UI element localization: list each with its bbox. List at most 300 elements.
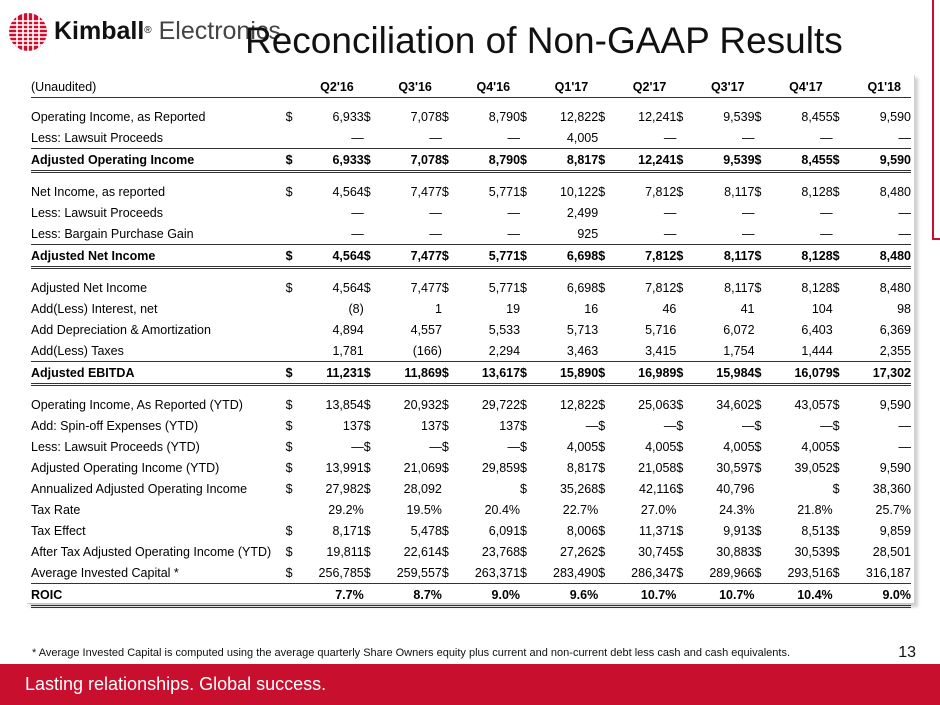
cell-value: 9,859 [879,523,911,538]
table-row [31,298,911,319]
cell-value: 8,455 [801,109,833,124]
currency-symbol: $ [832,418,840,433]
cell-value: — [742,205,755,220]
currency-symbol [364,202,376,223]
currency-symbol [286,340,298,362]
currency-symbol: $ [441,544,449,559]
row-label: Add(Less) Taxes [31,343,124,358]
row-label: Less: Lawsuit Proceeds (YTD) [31,439,200,454]
currency-symbol [676,584,688,607]
cell-value: 11,371 [639,523,677,538]
currency-symbol: $ [441,460,449,475]
cell-value: 7,078 [410,109,442,124]
cell-value: 21.8% [797,502,833,517]
row-label: Less: Bargain Purchase Gain [31,226,194,241]
currency-symbol: $ [363,460,371,475]
currency-symbol: $ [520,184,527,199]
currency-symbol: $ [285,523,293,538]
cell-value: 8,117 [724,184,755,199]
cell-value: 46 [662,301,677,316]
currency-symbol: $ [441,184,449,199]
currency-symbol [364,319,376,340]
table-row [31,202,911,223]
cell-value: 8,480 [879,184,911,199]
currency-symbol: $ [754,523,762,538]
row-label: After Tax Adjusted Operating Income (YTD) [31,544,272,559]
currency-symbol: $ [598,109,606,124]
currency-symbol [286,223,298,245]
currency-symbol [598,298,610,319]
table-total-row [31,362,911,385]
cell-value: 6,698 [566,280,599,295]
cell-value: 5,713 [566,322,599,337]
row-label: Add(Less) Interest, net [31,301,158,316]
currency-symbol: $ [598,460,606,475]
currency-symbol: $ [754,544,762,559]
cell-value: 7.7% [298,584,364,607]
row-label: Adjusted Net Income [31,245,286,268]
table-row [31,127,911,149]
currency-symbol [598,127,610,149]
currency-symbol: $ [754,418,762,433]
currency-symbol: $ [754,184,762,199]
currency-symbol: $ [441,439,449,454]
currency-symbol [676,202,688,223]
row-label: Less: Lawsuit Proceeds [31,205,164,220]
currency-symbol: $ [754,460,762,475]
currency-symbol [286,584,298,607]
cell-value: 9,539 [723,109,755,124]
cell-value: 137 [421,418,442,433]
cell-value: 5,478 [410,523,442,538]
currency-symbol [755,319,767,340]
cell-value: 4,005 [566,130,599,145]
cell-value: 8,117 [724,280,755,295]
currency-symbol: $ [363,397,371,412]
cell-value: 42,116 [639,481,677,496]
currency-symbol: $ [754,565,762,580]
currency-symbol: $ [520,418,527,433]
currency-symbol: $ [441,418,449,433]
currency-symbol: $ [364,362,376,385]
cell-value: 7,812 [610,245,676,268]
cell-value: 25.7% [875,502,911,517]
currency-symbol: $ [520,544,527,559]
column-header-period: Q2'17 [598,77,676,98]
currency-symbol [833,584,845,607]
currency-symbol [598,202,610,223]
currency-symbol: $ [520,109,527,124]
currency-symbol [520,319,532,340]
footer-tagline: Lasting relationships. Global success. [25,674,327,694]
cell-value: 21,058 [638,460,677,475]
cell-value: — [507,439,521,454]
cell-value: — [351,205,364,220]
cell-value: — [507,226,521,241]
cell-value: — [820,205,833,220]
currency-symbol [676,340,688,362]
currency-symbol [364,340,376,362]
currency-symbol: $ [598,184,606,199]
currency-symbol: $ [363,418,371,433]
row-label: Tax Rate [31,502,81,517]
cell-value: — [663,226,677,241]
section-spacer [31,98,911,107]
cell-value: 5,771 [488,280,521,295]
currency-symbol [676,319,688,340]
cell-value: 3,463 [566,343,599,358]
cell-value: 13,991 [325,460,364,475]
currency-symbol: $ [520,245,532,268]
cell-value: 9.6% [532,584,598,607]
currency-symbol: $ [832,184,840,199]
cell-value: 9.0% [454,584,520,607]
cell-value: 7,812 [645,280,677,295]
currency-symbol: $ [363,523,371,538]
cell-value: 8,171 [332,523,364,538]
cell-value: 2,499 [566,205,599,220]
currency-symbol [364,127,376,149]
table-row [31,499,911,520]
cell-value: 8.7% [376,584,442,607]
cell-value: 30,539 [794,544,833,559]
cell-value: 11,231 [298,362,364,385]
cell-value: 4,005 [566,439,599,454]
cell-value: 8,128 [801,280,833,295]
section-spacer [31,385,911,395]
cell-value: 9.0% [845,584,911,607]
currency-symbol: $ [832,439,840,454]
currency-symbol [755,478,767,499]
currency-symbol [442,499,454,520]
currency-symbol [833,202,845,223]
column-header-period: Q4'16 [442,77,520,98]
currency-symbol: $ [441,280,449,295]
cell-value: 23,768 [481,544,521,559]
currency-symbol: $ [285,109,293,124]
currency-symbol [286,499,298,520]
currency-symbol: $ [598,481,606,496]
cell-value: 4,005 [801,439,833,454]
currency-symbol [442,319,454,340]
row-label: Tax Effect [31,523,86,538]
currency-symbol: $ [832,460,840,475]
cell-value: 15,890 [532,362,598,385]
cell-value: 35,268 [559,481,599,496]
currency-symbol [442,202,454,223]
currency-symbol: $ [285,544,293,559]
cell-value [767,478,833,499]
table-row [31,394,911,415]
cell-value: 28,501 [872,544,911,559]
reconciliation-table [31,77,911,608]
cell-value: — [820,226,833,241]
currency-symbol: $ [441,565,449,580]
currency-symbol: $ [285,280,293,295]
currency-symbol: $ [285,439,293,454]
cell-value: — [429,205,442,220]
currency-symbol: $ [676,184,684,199]
cell-value: 10.7% [688,584,754,607]
cell-value: 8,480 [879,280,911,295]
cell-value: 4,005 [645,439,677,454]
cell-value: 29,859 [481,460,521,475]
cell-value: 4,557 [410,322,442,337]
currency-symbol: $ [754,439,762,454]
cell-value: 8,128 [767,245,833,268]
currency-symbol: $ [676,418,684,433]
cell-value: 12,822 [559,397,599,412]
column-header-period: Q4'17 [755,77,833,98]
table-body [31,77,911,607]
currency-symbol: $ [285,184,293,199]
cell-value: 13,617 [454,362,520,385]
currency-symbol: $ [676,109,684,124]
currency-symbol: $ [832,565,840,580]
table-row [31,415,911,436]
currency-symbol [364,298,376,319]
currency-symbol [286,202,298,223]
currency-symbol [520,298,532,319]
row-label: Adjusted Operating Income [31,149,286,172]
currency-symbol: $ [676,460,684,475]
kimball-logo-icon [8,12,48,52]
currency-symbol: $ [676,481,684,496]
cell-value: 40,796 [716,481,755,496]
currency-symbol [520,223,532,245]
currency-symbol: $ [598,565,606,580]
currency-symbol [833,319,845,340]
currency-symbol: $ [441,523,449,538]
currency-symbol: $ [755,149,767,172]
cell-value: 27.0% [640,502,677,517]
currency-symbol [520,584,532,607]
section-spacer [31,172,911,182]
currency-symbol: $ [598,397,606,412]
cell-value: — [507,130,521,145]
cell-value: 104 [811,301,833,316]
currency-symbol [520,499,532,520]
currency-symbol [755,223,767,245]
currency-symbol [442,340,454,362]
cell-value: 27,262 [559,544,599,559]
cell-value: 4,564 [332,184,364,199]
cell-value: 43,057 [794,397,833,412]
row-label: ROIC [31,584,286,607]
currency-symbol [833,223,845,245]
currency-symbol [676,499,688,520]
cell-value: 16 [584,301,599,316]
currency-symbol: $ [363,481,371,496]
cell-value: — [429,226,442,241]
cell-value: 8,480 [845,245,911,268]
currency-symbol: $ [598,439,606,454]
currency-symbol: $ [832,397,840,412]
cell-value: 293,516 [787,565,833,580]
footnote: * Average Invested Capital is computed using the average quarterly Share Owners equity plus current and non-current debt less cash and cash equivalents. [32,647,791,659]
cell-value: 8,513 [801,523,833,538]
row-label: Less: Lawsuit Proceeds [31,130,164,145]
section-spacer [31,268,911,278]
cell-value: 19.5% [406,502,442,517]
cell-value: 9,590 [845,149,911,172]
currency-symbol: $ [754,109,762,124]
cell-value: — [351,226,364,241]
currency-symbol: $ [676,362,688,385]
cell-value: 24.3% [719,502,755,517]
currency-symbol [833,127,845,149]
currency-symbol [442,223,454,245]
row-label: Average Invested Capital * [31,565,179,580]
currency-symbol [598,223,610,245]
currency-symbol: $ [833,245,845,268]
cell-value: — [742,130,755,145]
page-title: Reconciliation of Non-GAAP Results [245,20,843,61]
cell-value: 1,754 [723,343,755,358]
cell-value: 4,564 [298,245,364,268]
currency-symbol [755,298,767,319]
logo-name-bold: Kimball [54,17,145,45]
row-label: Adjusted Operating Income (YTD) [31,460,220,475]
cell-value: 2,355 [879,343,911,358]
currency-symbol: $ [676,149,688,172]
cell-value: — [742,226,755,241]
cell-value: — [663,418,677,433]
currency-symbol: $ [363,109,371,124]
cell-value: 6,698 [532,245,598,268]
currency-symbol: $ [598,362,610,385]
table-row [31,562,911,584]
currency-symbol [286,319,298,340]
cell-value: — [820,130,833,145]
column-header-period: Q1'17 [520,77,598,98]
cell-value: — [429,130,442,145]
currency-symbol: $ [598,418,606,433]
currency-symbol: $ [286,245,298,268]
currency-symbol: $ [676,439,684,454]
table-row [31,457,911,478]
row-label: Adjusted Net Income [31,280,148,295]
cell-value: 19,811 [326,544,364,559]
currency-symbol: $ [363,544,371,559]
currency-symbol [598,319,610,340]
row-label: Annualized Adjusted Operating Income [31,481,248,496]
cell-value: — [820,418,833,433]
cell-value: 8,128 [801,184,833,199]
currency-symbol: $ [598,280,606,295]
column-header-period: Q2'16 [286,77,364,98]
cell-value [454,478,520,499]
cell-value: — [351,130,364,145]
currency-symbol [676,223,688,245]
cell-value: 9,539 [688,149,754,172]
currency-symbol: $ [754,397,762,412]
cell-value: 30,883 [716,544,755,559]
currency-symbol [676,298,688,319]
cell-value: 1,444 [801,343,833,358]
cell-value: 263,371 [474,565,521,580]
table-row [31,340,911,362]
logo-registered-mark: ® [144,25,152,36]
currency-symbol: $ [441,109,449,124]
currency-symbol: $ [832,523,840,538]
cell-value: 27,982 [325,481,364,496]
currency-symbol [442,127,454,149]
currency-symbol [598,584,610,607]
cell-value: 6,369 [879,322,911,337]
currency-symbol: $ [285,460,293,475]
company-logo [8,12,281,52]
currency-symbol: $ [676,245,688,268]
cell-value: — [898,418,911,433]
cell-value: 98 [897,301,911,316]
currency-symbol: $ [285,481,293,496]
cell-value: 25,063 [638,397,677,412]
currency-symbol [755,202,767,223]
cell-value: 9,590 [879,109,911,124]
cell-value: 259,557 [396,565,442,580]
decorative-side-bracket [932,0,940,240]
cell-value: 8,817 [566,460,599,475]
cell-value: 12,241 [610,149,676,172]
cell-value: 6,933 [298,149,364,172]
currency-symbol: $ [520,280,527,295]
currency-symbol [755,340,767,362]
cell-value: 34,602 [716,397,755,412]
currency-symbol: $ [832,544,840,559]
cell-value: 286,347 [631,565,677,580]
cell-value: — [898,130,911,145]
cell-value: 12,241 [638,109,677,124]
cell-value: — [663,130,677,145]
cell-value: 8,117 [688,245,754,268]
cell-value: 8,817 [532,149,598,172]
table-row [31,520,911,541]
currency-symbol: $ [520,565,527,580]
cell-value: 2,294 [488,343,521,358]
currency-symbol: $ [598,149,610,172]
currency-symbol [520,127,532,149]
footer-bar [0,664,940,705]
cell-value: 7,812 [645,184,677,199]
cell-value: 5,716 [645,322,677,337]
currency-symbol [755,584,767,607]
currency-symbol: $ [286,149,298,172]
currency-symbol: $ [833,149,845,172]
currency-symbol: $ [442,149,454,172]
currency-symbol: $ [285,418,293,433]
currency-symbol [833,340,845,362]
currency-symbol [286,298,298,319]
currency-symbol: $ [364,245,376,268]
cell-value: — [898,205,911,220]
cell-value: 9,590 [879,397,911,412]
currency-symbol: $ [520,460,527,475]
currency-symbol: $ [598,523,606,538]
cell-value: 6,091 [488,523,521,538]
currency-symbol: $ [285,565,293,580]
cell-value: 22,614 [403,544,442,559]
cell-value: 7,477 [376,245,442,268]
cell-value: 9,590 [879,460,911,475]
currency-symbol: $ [755,245,767,268]
cell-value: (166) [412,343,442,358]
cell-value: 39,052 [794,460,833,475]
currency-symbol: $ [286,362,298,385]
cell-value: 10.7% [610,584,676,607]
cell-value: 13,854 [325,397,364,412]
currency-symbol: $ [441,397,449,412]
